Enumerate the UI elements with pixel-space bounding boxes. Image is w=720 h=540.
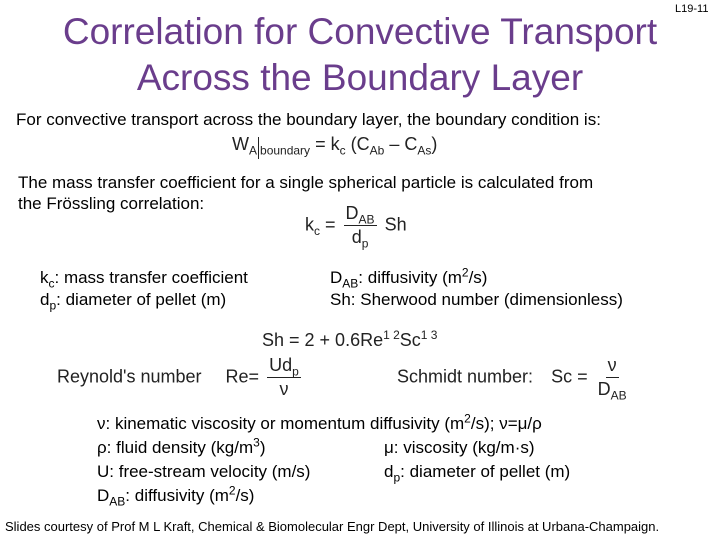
schmidt-num-nu: ν: [606, 355, 619, 378]
nu-def-a: ν: kinematic viscosity or momentum diffusivity (m: [97, 414, 465, 433]
sh-sc: Sc: [399, 330, 421, 350]
sh-definition: Sh: Sherwood number (dimensionless): [330, 290, 623, 309]
kc-k: k: [305, 214, 314, 235]
dab-definition-2: [97, 483, 255, 509]
def-dab-text2: /s): [468, 268, 488, 287]
dab2-sup: 2: [228, 483, 236, 498]
sh-lhs: Sh = 2 + 0.6Re: [262, 330, 384, 350]
rho-def-a: ρ: fluid density (kg/m: [97, 438, 254, 457]
intro-text: For convective transport across the boundary layer, the boundary condition is:: [16, 110, 601, 129]
u-definition: U: free-stream velocity (m/s): [97, 462, 311, 481]
schmidt-sc: Sc =: [551, 366, 588, 387]
dp2-text: : diameter of pellet (m): [400, 462, 571, 481]
def-dab-sub: AB: [342, 276, 359, 291]
eq-minus-c: – C: [389, 134, 418, 154]
eq-boundary-sub: boundary: [260, 143, 311, 158]
schmidt-fraction: [596, 355, 629, 403]
kc-fraction: [344, 203, 377, 251]
eval-bar: [258, 137, 259, 159]
def-dp-sub: p: [49, 298, 57, 313]
reynolds-label: Reynold's number: [57, 366, 202, 387]
def-kc-sub: c: [48, 276, 55, 291]
dp-definition-2: [384, 461, 571, 485]
kc-num-ab: AB: [358, 212, 375, 227]
kc-den-d: d: [351, 227, 362, 247]
dp-definition: [40, 289, 227, 313]
def-dp-text: : diameter of pellet (m): [56, 290, 227, 309]
nu-definition: [97, 413, 542, 434]
rho-def-sup: 3: [253, 435, 260, 450]
eq-equals-k: = k: [315, 134, 340, 154]
kc-sh: Sh: [384, 214, 407, 235]
eq-close: ): [431, 134, 438, 154]
dp2-d: d: [384, 462, 394, 481]
reynolds-fraction: [267, 355, 301, 400]
footer-credit: Slides courtesy of Prof M L Kraft, Chemical & Biomolecular Engr Dept, University of Illinois at Urbana-Champaign.: [5, 519, 660, 534]
rho-definition: [97, 437, 265, 458]
def-dab-sup: 2: [461, 265, 469, 280]
schmidt-den-ab: AB: [610, 388, 627, 403]
reynolds-num-p: p: [292, 364, 299, 379]
def-kc-text: : mass transfer coefficient: [54, 268, 248, 287]
sherwood-correlation: [262, 330, 437, 351]
nu-def-sup: 2: [464, 411, 471, 426]
def-dp-d: d: [40, 290, 50, 309]
def-kc-k: k: [40, 268, 49, 287]
eq-w: W: [232, 134, 249, 154]
nu-def-b: /s); ν=μ/ρ: [470, 414, 542, 433]
eq-c-sub: c: [339, 143, 346, 158]
kc-den-p: p: [361, 236, 369, 251]
dab2-text2: /s): [235, 486, 255, 505]
def-dab-text1: : diffusivity (m: [358, 268, 462, 287]
schmidt-den-d: D: [597, 379, 611, 399]
schmidt-label: Schmidt number:: [397, 366, 534, 387]
dp2-sub: p: [393, 470, 401, 485]
eq-open-c: (C: [350, 134, 370, 154]
re-exponent: 1 2: [383, 328, 400, 342]
mu-definition: μ: viscosity (kg/m·s): [384, 438, 535, 457]
slide-number: L19-11: [675, 3, 709, 15]
reynolds-equation: [57, 355, 304, 400]
kc-equation: [305, 203, 407, 251]
eq-ab-sub: Ab: [369, 143, 385, 158]
kc-num-d: D: [345, 203, 359, 223]
eq-as-sub: As: [417, 143, 432, 158]
frossling-text-line-2: the Frössling correlation:: [18, 194, 205, 213]
reynolds-den-nu: ν: [279, 379, 289, 399]
def-dab-d: D: [330, 268, 343, 287]
kc-definition: [40, 267, 248, 291]
kc-equals: =: [325, 214, 336, 235]
dab2-d: D: [97, 486, 110, 505]
boundary-condition-equation: [232, 134, 437, 159]
slide-title-line-2: Across the Boundary Layer: [136, 57, 584, 98]
dab2-text1: : diffusivity (m: [125, 486, 229, 505]
dab-definition: [330, 265, 488, 291]
reynolds-re: Re=: [225, 366, 260, 387]
slide-title-line-1: Correlation for Convective Transport: [62, 11, 658, 52]
reynolds-num-ud: Ud: [269, 355, 293, 375]
schmidt-equation: [397, 355, 632, 403]
eq-a-sub: A: [249, 143, 258, 158]
frossling-text-line-1: The mass transfer coefficient for a single spherical particle is calculated from: [18, 173, 594, 192]
rho-def-b: ): [259, 438, 266, 457]
sc-exponent: 1 3: [420, 328, 438, 342]
kc-c-sub: c: [314, 223, 320, 238]
dab2-sub: AB: [109, 494, 126, 509]
